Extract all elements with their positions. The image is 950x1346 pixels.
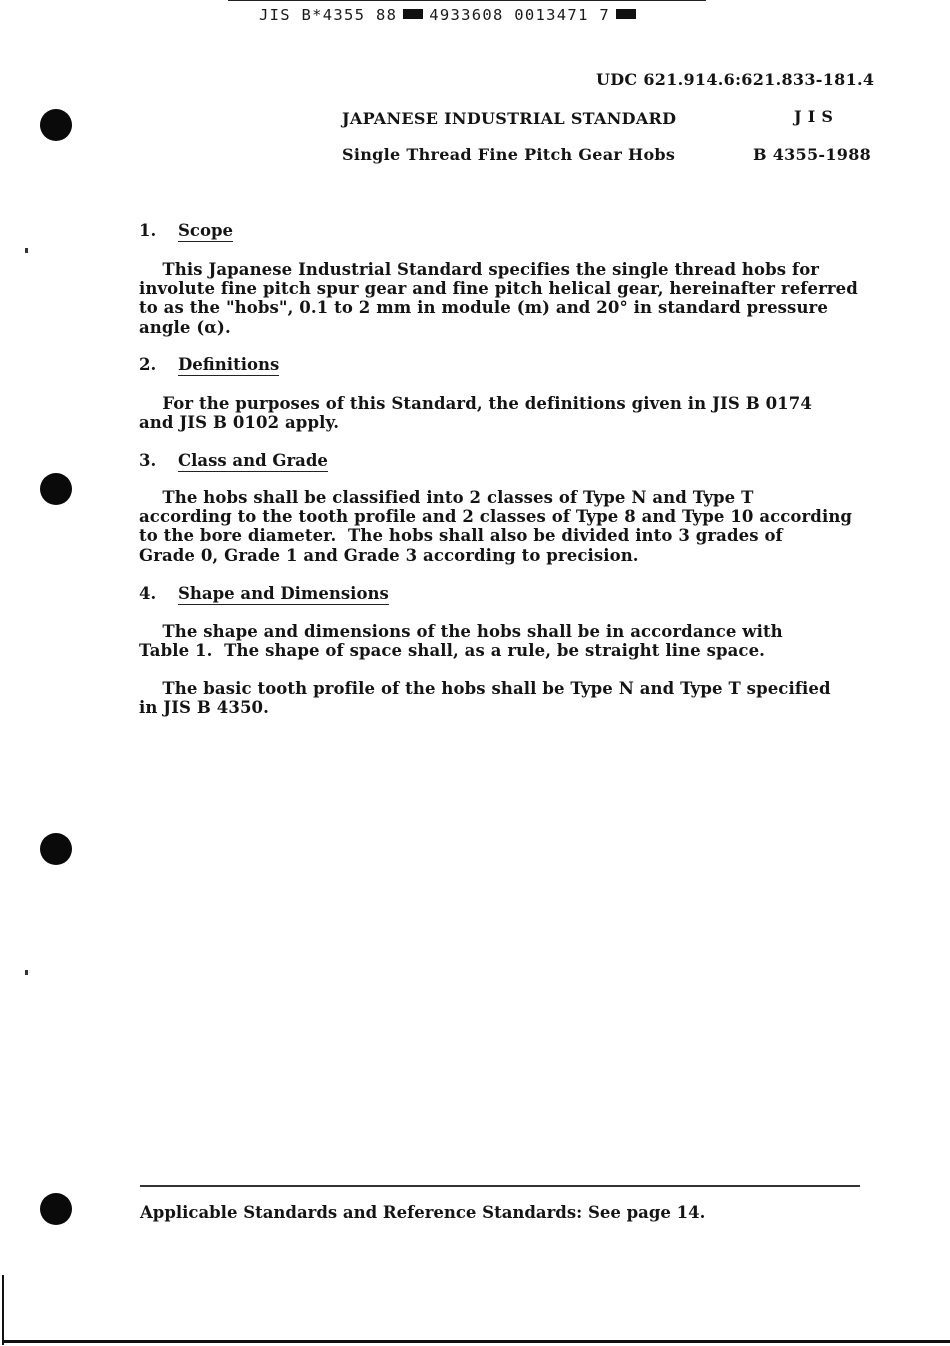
punch-hole [40,109,72,141]
scan-code-b: 4933608 0013471 7 [429,6,610,24]
redaction-block [616,9,636,19]
section-title: Definitions [178,355,280,374]
section-heading [139,221,233,240]
footer-note: Applicable Standards and Reference Standards: See page 14. [140,1203,706,1222]
paragraph: This Japanese Industrial Standard specifies the single thread hobs for involute fine pitch spur gear and fine pitch helical gear, hereinafter referred to as the "hobs", 0.1 to 2 mm in module (m) and 20° in standard pressure angle (α). [139,260,858,337]
footer-rule [140,1185,860,1187]
document-number: B 4355-1988 [753,145,872,164]
section-title: Class and Grade [178,451,328,470]
punch-hole [40,833,72,865]
jis-mark: J I S [794,107,834,126]
section-number: 3. [139,451,157,470]
document-title: Single Thread Fine Pitch Gear Hobs [342,145,676,164]
section-heading [139,355,279,374]
paragraph: The hobs shall be classified into 2 classes of Type N and Type T according to the tooth profile and 2 classes of Type 8 and Type 10 according to the bore diameter. The hobs shall also be divided into 3 grades of Grade 0, Grade 1 and Grade 3 according to precision. [139,488,853,565]
top-rule [228,0,706,1]
udc-code: UDC 621.914.6:621.833-181.4 [596,70,875,89]
punch-hole [40,1193,72,1225]
scan-edge [2,1275,4,1345]
section-heading [139,451,328,470]
redaction-block [403,9,423,19]
section-title: Shape and Dimensions [178,584,389,603]
paragraph: For the purposes of this Standard, the definitions given in JIS B 0174 and JIS B 0102 apply. [139,394,812,433]
scan-speck [25,970,28,975]
scan-code-a: JIS B*4355 88 [259,6,398,24]
section-title: Scope [178,221,234,240]
section-heading [139,584,389,603]
scan-speck [25,248,28,253]
section-number: 4. [139,584,157,603]
paragraph: The shape and dimensions of the hobs shall be in accordance with Table 1. The shape of space shall, as a rule, be straight line space. [139,622,783,661]
section-number: 2. [139,355,157,374]
standard-name: JAPANESE INDUSTRIAL STANDARD [342,109,677,128]
punch-hole [40,473,72,505]
section-number: 1. [139,221,157,240]
paragraph: The basic tooth profile of the hobs shall be Type N and Type T specified in JIS B 4350. [139,679,831,718]
scan-header-code [259,6,642,24]
scan-edge [2,1340,950,1343]
